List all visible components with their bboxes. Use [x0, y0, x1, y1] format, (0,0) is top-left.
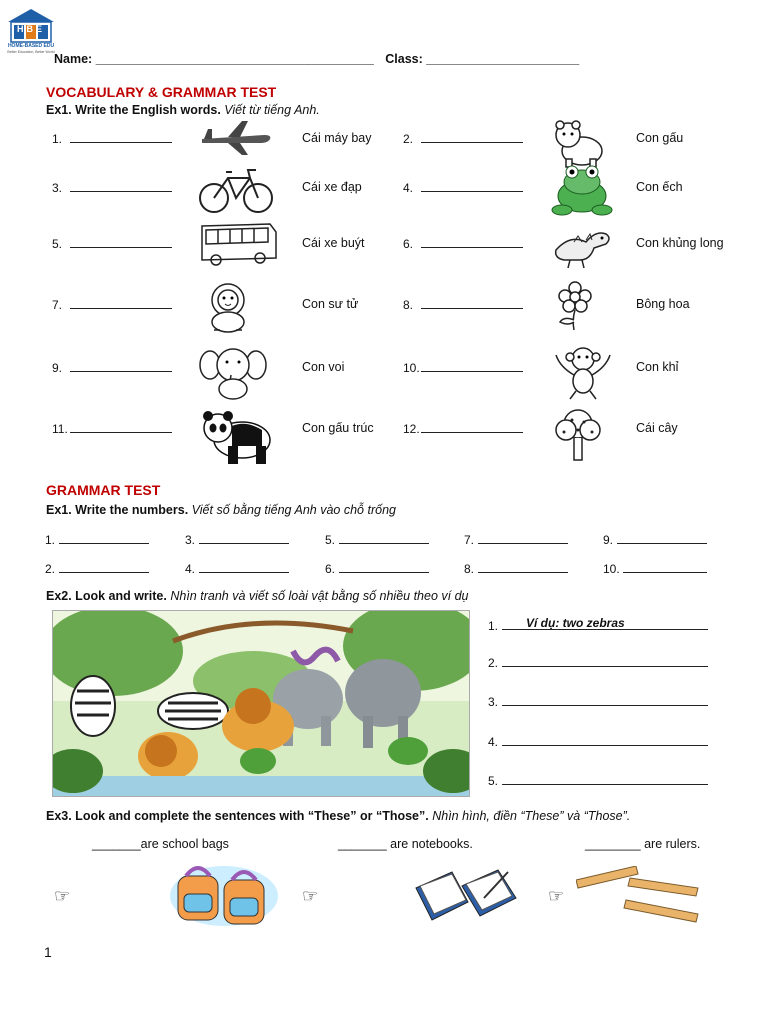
frog-icon	[550, 162, 614, 223]
number-answer-blank[interactable]	[478, 532, 568, 544]
vocab-item-number: 10.	[403, 361, 420, 375]
vocab-item-number: 6.	[403, 237, 414, 251]
vocab-item-number: 1.	[52, 132, 63, 146]
name-class-line	[54, 52, 579, 66]
ex2-answer-line-2	[488, 655, 708, 670]
name-label: Name:	[54, 52, 93, 66]
bus-icon	[198, 220, 278, 271]
vocab-item-3	[52, 180, 172, 195]
vocab-item-number: 4.	[403, 181, 414, 195]
vocab-vietnamese-word: Con gấu trúc	[302, 421, 374, 435]
vocab-ex1-instruction	[46, 103, 320, 117]
vocab-section-title: VOCABULARY & GRAMMAR TEST	[46, 84, 277, 100]
vocab-item-number: 5.	[52, 237, 63, 251]
sentence-school-bags	[92, 837, 229, 851]
vocab-item-1	[52, 131, 172, 146]
ex2-answer-blank[interactable]	[502, 734, 708, 746]
school-logo	[4, 6, 58, 58]
vocab-item-5	[52, 236, 172, 251]
logo-text: HOME-BASED EDU	[7, 43, 55, 49]
vocab-answer-blank[interactable]	[421, 180, 523, 192]
flower-icon	[550, 280, 600, 337]
number-label: 6.	[325, 562, 336, 576]
jungle-animals-picture	[52, 610, 470, 797]
number-answer-blank[interactable]	[339, 561, 429, 573]
vocab-item-number: 7.	[52, 298, 63, 312]
ex2-answer-line-3	[488, 694, 708, 709]
grammar-ex3-bold: Ex3. Look and complete the sentences with “These” or “Those”.	[46, 809, 429, 823]
number-label: 4.	[185, 562, 196, 576]
page-number: 1	[44, 944, 52, 960]
vocab-answer-blank[interactable]	[421, 297, 523, 309]
sentence-text: are rulers.	[644, 837, 701, 851]
pointing-hand-icon: ☞	[54, 886, 71, 906]
vocab-vietnamese-word: Con ếch	[636, 180, 683, 194]
sentence-blank[interactable]: ________	[585, 837, 641, 851]
vocab-item-12	[403, 421, 523, 436]
ex2-answer-blank[interactable]	[502, 773, 708, 785]
pointing-hand-icon: ☞	[548, 886, 565, 906]
vocab-item-11	[52, 421, 172, 436]
name-field[interactable]: ________________________________________	[95, 52, 374, 66]
vocab-item-9	[52, 360, 172, 375]
vocab-vietnamese-word: Cái máy bay	[302, 131, 372, 145]
class-field[interactable]: ______________________	[426, 52, 580, 66]
number-label: 1.	[45, 533, 56, 547]
elephant-icon	[198, 345, 268, 406]
grammar-ex3-instruction	[46, 809, 630, 823]
vocab-item-8	[403, 297, 523, 312]
number-label: 7.	[464, 533, 475, 547]
vocab-vietnamese-word: Con khỉ	[636, 360, 679, 374]
vocab-item-10	[403, 360, 523, 375]
dinosaur-icon	[550, 220, 614, 275]
vocab-answer-blank[interactable]	[70, 131, 172, 143]
number-answer-5	[325, 532, 429, 547]
number-answer-6	[325, 561, 429, 576]
number-answer-1	[45, 532, 149, 547]
vocab-answer-blank[interactable]	[70, 297, 172, 309]
number-answer-9	[603, 532, 707, 547]
class-label: Class:	[385, 52, 423, 66]
ex2-answer-blank[interactable]	[502, 618, 708, 630]
number-label: 9.	[603, 533, 614, 547]
number-answer-2	[45, 561, 149, 576]
vocab-vietnamese-word: Cái xe buýt	[302, 236, 365, 250]
ex2-example-text: Ví dụ: two zebras	[526, 616, 625, 630]
ex2-line-number: 5.	[488, 774, 499, 788]
number-answer-blank[interactable]	[199, 561, 289, 573]
grammar-ex3-italic: Nhìn hình, điền “These” và “Those”.	[432, 809, 631, 823]
vocab-answer-blank[interactable]	[421, 236, 523, 248]
bicycle-icon	[198, 162, 274, 221]
sentence-text: are school bags	[140, 837, 229, 851]
ex2-answer-blank[interactable]	[502, 655, 708, 667]
vocab-item-2	[403, 131, 523, 146]
vocab-answer-blank[interactable]	[70, 421, 172, 433]
vocab-item-6	[403, 236, 523, 251]
vocab-answer-blank[interactable]	[70, 236, 172, 248]
school-bags-icon	[168, 858, 280, 928]
number-label: 5.	[325, 533, 336, 547]
number-answer-8	[464, 561, 568, 576]
vocab-vietnamese-word: Bông hoa	[636, 297, 690, 311]
ex2-line-number: 4.	[488, 735, 499, 749]
vocab-item-number: 3.	[52, 181, 63, 195]
notebooks-icon	[412, 858, 522, 924]
vocab-vietnamese-word: Con gấu	[636, 131, 684, 145]
vocab-answer-blank[interactable]	[70, 180, 172, 192]
grammar-ex2-italic: Nhìn tranh và viết số loài vật bằng số nhiều theo ví dụ	[170, 589, 469, 603]
sentence-notebooks	[338, 837, 473, 851]
number-label: 8.	[464, 562, 475, 576]
vocab-vietnamese-word: Cái cây	[636, 421, 678, 435]
ex2-line-number: 1.	[488, 619, 499, 633]
vocab-item-number: 12.	[403, 422, 420, 436]
panda-icon	[198, 406, 276, 471]
ex2-line-number: 3.	[488, 695, 499, 709]
vocab-vietnamese-word: Con khủng long	[636, 236, 724, 250]
number-answer-blank[interactable]	[478, 561, 568, 573]
monkey-icon	[550, 345, 616, 406]
ex2-answer-line-5	[488, 773, 708, 788]
grammar-section-title: GRAMMAR TEST	[46, 482, 161, 498]
vocab-item-4	[403, 180, 523, 195]
sentence-text: are notebooks.	[390, 837, 473, 851]
vocab-item-number: 8.	[403, 298, 414, 312]
ex2-answer-line-1	[488, 618, 708, 633]
number-answer-4	[185, 561, 289, 576]
grammar-ex2-bold: Ex2. Look and write.	[46, 589, 167, 603]
vocab-answer-blank[interactable]	[421, 421, 523, 433]
number-label: 10.	[603, 562, 620, 576]
rulers-icon	[576, 866, 700, 924]
number-answer-3	[185, 532, 289, 547]
grammar-ex2-instruction	[46, 589, 468, 603]
number-answer-7	[464, 532, 568, 547]
number-answer-blank[interactable]	[59, 561, 149, 573]
airplane-icon	[198, 117, 274, 162]
sentence-rulers	[585, 837, 700, 851]
vocab-item-number: 9.	[52, 361, 63, 375]
ex2-answer-blank[interactable]	[502, 694, 708, 706]
sentence-blank[interactable]: _______	[92, 837, 141, 851]
lion-icon	[198, 280, 258, 341]
number-answer-blank[interactable]	[199, 532, 289, 544]
grammar-ex1-italic: Viết số bằng tiếng Anh vào chỗ trống	[191, 503, 396, 517]
grammar-ex1-bold: Ex1. Write the numbers.	[46, 503, 189, 517]
sentence-blank[interactable]: _______	[338, 837, 387, 851]
vocab-answer-blank[interactable]	[70, 360, 172, 372]
number-answer-blank[interactable]	[59, 532, 149, 544]
number-answer-blank[interactable]	[623, 561, 707, 573]
number-label: 2.	[45, 562, 56, 576]
vocab-item-7	[52, 297, 172, 312]
number-label: 3.	[185, 533, 196, 547]
vocab-vietnamese-word: Con sư tử	[302, 297, 359, 311]
number-answer-blank[interactable]	[617, 532, 707, 544]
logo-slogan: Better Education, Better World	[7, 50, 55, 54]
vocab-vietnamese-word: Con voi	[302, 360, 345, 374]
grammar-ex1-instruction	[46, 503, 396, 517]
vocab-vietnamese-word: Cái xe đạp	[302, 180, 362, 194]
vocab-ex1-bold: Ex1. Write the English words.	[46, 103, 221, 117]
number-answer-blank[interactable]	[339, 532, 429, 544]
pointing-hand-icon: ☞	[302, 886, 319, 906]
vocab-answer-blank[interactable]	[421, 360, 523, 372]
vocab-item-number: 2.	[403, 132, 414, 146]
vocab-ex1-italic: Viết từ tiếng Anh.	[224, 103, 320, 117]
tree-icon	[550, 406, 606, 467]
number-answer-10	[603, 561, 707, 576]
ex2-line-number: 2.	[488, 656, 499, 670]
logo-letters: HBE	[16, 24, 45, 34]
vocab-item-number: 11.	[52, 422, 68, 436]
ex2-answer-line-4	[488, 734, 708, 749]
vocab-answer-blank[interactable]	[421, 131, 523, 143]
